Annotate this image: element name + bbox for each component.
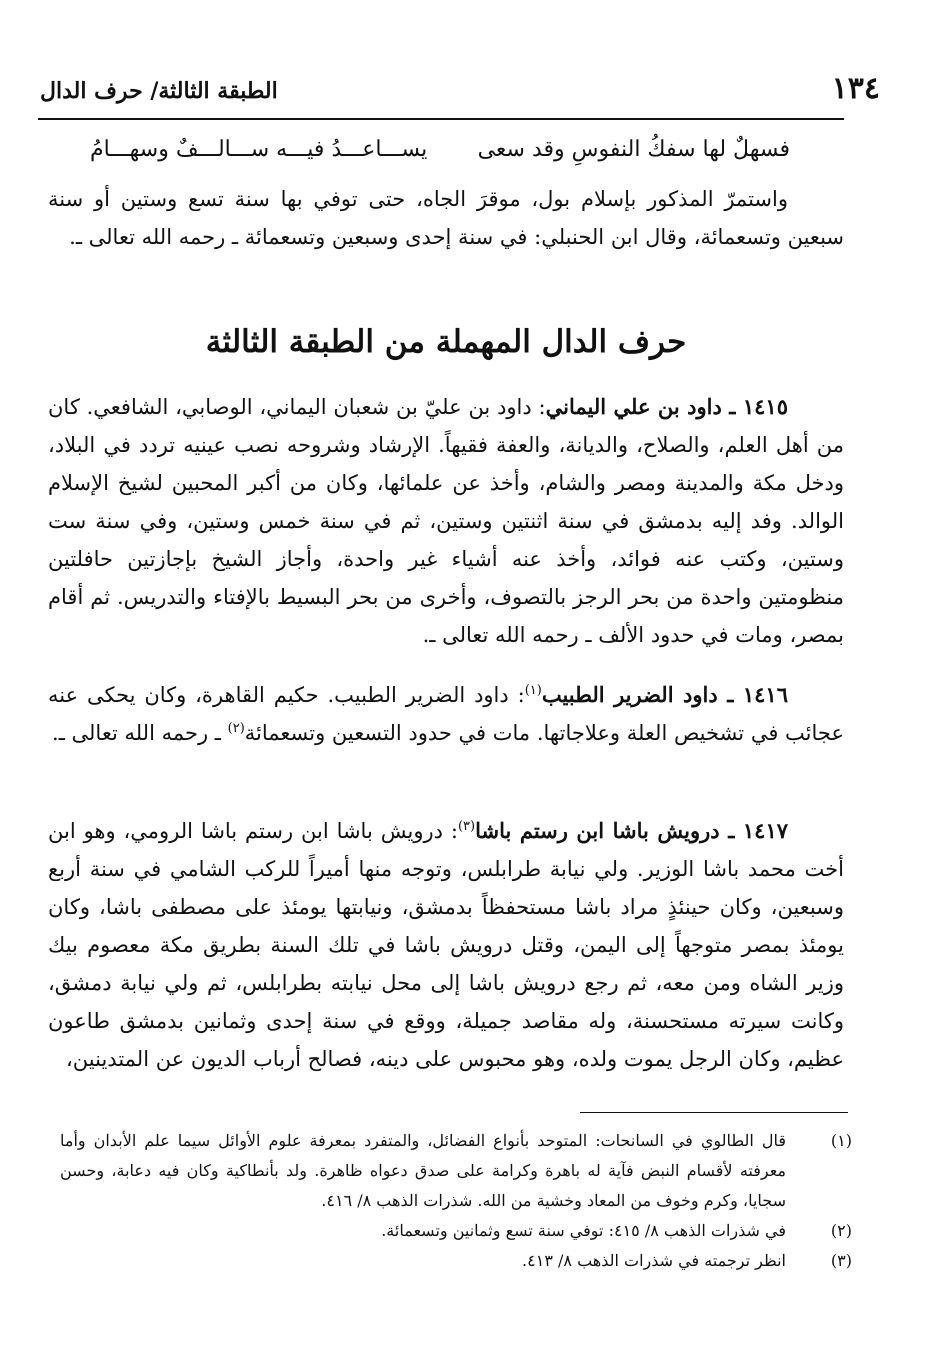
poetry-verse bbox=[90, 132, 790, 172]
footnote-number: (٣) bbox=[830, 1251, 852, 1270]
verse-first-hemistich: فسهلٌ لها سفكُ النفوسِ وقد سعى bbox=[477, 137, 790, 162]
footnote-marker[interactable]: (٣) bbox=[457, 819, 476, 834]
footnote-marker[interactable]: (٢) bbox=[227, 721, 245, 736]
footnote-number: (١) bbox=[830, 1131, 852, 1150]
entry-paragraph bbox=[48, 676, 844, 752]
footnote bbox=[60, 1126, 852, 1216]
running-title: الطبقة الثالثة/ حرف الدال bbox=[40, 78, 278, 104]
footnote bbox=[60, 1216, 852, 1246]
footnote bbox=[60, 1246, 852, 1276]
entry-1417 bbox=[48, 812, 844, 1078]
footnote-text: انظر ترجمته في شذرات الذهب ٨/ ٤١٣. bbox=[522, 1251, 786, 1270]
page-number: ١٣٤ bbox=[831, 71, 880, 106]
entry-text: : داود بن عليّ بن شعبان اليماني، الوصابي، الشافعي. كان من أهل العلم، والصلاح، والديانة، والعفة فقيهاً. الإرشاد وشروحه نصب عينيه تردد في البلاد، ودخل مكة والمدينة ومصر والشام، وأخذ عن علمائها، وكان من أكبر المحبين لشيخ الإسلام الوالد. وفد إليه بدمشق في سنة اثنتين وستين، ثم في سنة خمس وستين، وفي سنة ست وستين، وكتب عنه فوائد، وأخذ عنه أشياء غير واحدة، وأجاز الشيخ بإجازتين حافلتين منظومتين واحدة من بحر الرجز بالتصوف، وأخرى من بحر البسيط بالإفتاء والتدريس. ثم أقام بمصر، ومات في حدود الألف ـ رحمه الله تعالى ـ. bbox=[48, 395, 844, 647]
entry-text-end: ـ رحمه الله تعالى ـ. bbox=[52, 721, 228, 745]
running-head bbox=[40, 72, 880, 112]
intro-paragraph-block bbox=[48, 180, 844, 256]
section-title: حرف الدال المهملة من الطبقة الثالثة bbox=[205, 324, 687, 360]
entry-dash: ـ bbox=[717, 682, 743, 707]
entry-heading bbox=[475, 818, 788, 843]
entry-paragraph bbox=[48, 812, 844, 1078]
footnotes bbox=[60, 1126, 852, 1276]
entry-dash: ـ bbox=[721, 394, 743, 419]
header-rule bbox=[38, 118, 844, 120]
footnote-marker[interactable]: (١) bbox=[524, 683, 542, 698]
entry-text: : داود الضرير الطبيب. حكيم القاهرة، وكان يحكى عنه عجائب في تشخيص العلة وعلاجاتها. مات في حدود التسعين وتسعمائة bbox=[48, 683, 844, 745]
entry-number: ١٤١٦ bbox=[742, 682, 788, 707]
entry-text: : درويش باشا ابن رستم باشا الرومي، وهو ابن أخت محمد باشا الوزير. ولي نيابة طرابلس، وتوجه منها أميراً للركب الشامي في سنة أربع وسبعين، وكان حينئذٍ مراد باشا مستحفظاً بدمشق، ونيابتها يومئذ على مصطفى باشا، وكان يومئذ بمصر متوجهاً إلى اليمن، وقتل درويش باشا في تلك السنة بطريق مكة معصوم بيك وزير الشاه ومن معه، ثم رجع درويش باشا إلى محل نيابته بطرابلس، ثم ولي نيابة دمشق، وكانت سيرته مستحسنة، وله مقاصد جميلة، ووقع في سنة إحدى وثمانين بدمشق طاعون عظيم، وكان الرجل يموت ولده، وهو محبوس على دينه، فصالح أرباب الديون عن المتدينين، bbox=[48, 819, 844, 1071]
entry-dash: ـ bbox=[719, 818, 743, 843]
entry-1415 bbox=[48, 388, 844, 654]
entry-name: داود بن علي اليماني bbox=[545, 394, 722, 419]
entry-number: ١٤١٧ bbox=[742, 818, 789, 843]
footnote-rule bbox=[580, 1112, 848, 1113]
entry-number: ١٤١٥ bbox=[742, 394, 788, 419]
intro-paragraph: واستمرّ المذكور بإسلام بول، موقرَ الجاه، حتى توفي بها سنة تسع وستين أو سنة سبعين وتسعمائة، وقال ابن الحنبلي: في سنة إحدى وسبعين وتسعمائة ـ رحمه الله تعالى ـ. bbox=[48, 187, 844, 249]
entry-heading bbox=[542, 682, 788, 707]
entry-paragraph bbox=[48, 388, 844, 654]
verse-second-hemistich: يســـاعـــدُ فيـــه ســـالـــفٌ وسهـــامُ bbox=[90, 137, 428, 162]
entry-name: درويش باشا ابن رستم باشا bbox=[475, 818, 720, 843]
footnote-number: (٢) bbox=[830, 1221, 852, 1240]
entry-name: داود الضرير الطبيب bbox=[541, 682, 718, 707]
entry-heading bbox=[546, 394, 788, 419]
footnote-text: في شذرات الذهب ٨/ ٤١٥: توفي سنة تسع وثمانين وتسعمائة. bbox=[381, 1221, 786, 1240]
entry-1416 bbox=[48, 676, 844, 752]
footnote-text: قال الطالوي في السانحات: المتوحد بأنواع الفضائل، والمتفرد بمعرفة علوم الأوائل سيما علم الأبدان وأما معرفته لأقسام النبض فآية له باهرة وكرامة على صدق دعواه ظاهرة. ولد بأنطاكية وكان فيه دعابة، وحسن سجايا، وكرم وخوف من المعاد وخشية من الله. شذرات الذهب ٨/ ٤١٦. bbox=[60, 1131, 786, 1210]
